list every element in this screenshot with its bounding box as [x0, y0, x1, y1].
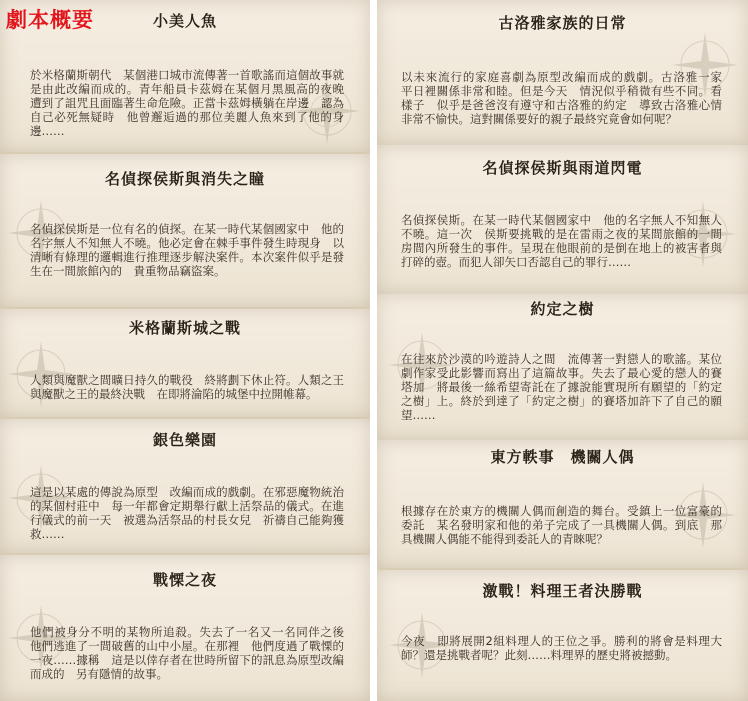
synopsis-card[interactable]	[0, 0, 370, 152]
synopsis-title: 銀色樂園	[152, 431, 217, 449]
synopsis-title: 古洛雅家族的日常	[498, 14, 627, 32]
synopsis-card[interactable]	[0, 419, 370, 553]
synopsis-title: 米格蘭斯城之戰	[128, 319, 241, 337]
synopsis-card[interactable]	[377, 570, 748, 701]
synopsis-description: 他們被身分不明的某物所追殺。失去了一名又一名同伴之後 他們逃進了一間破舊的山中小屋。在那裡 他們度過了戰慄的一夜……據稱 這是以倖存者在世時所留下的訊息為原型改編而成的 另有隱情的故事。	[30, 625, 356, 681]
synopsis-description: 根據存在於東方的機關人偶而創造的舞台。受鎮上一位富豪的委託 某名發明家和他的弟子完成了一具機關人偶。到底 那具機關人偶能不能得到委託人的青睞呢？	[401, 504, 722, 546]
synopsis-description: 名偵探侯斯是一位有名的偵探。在某一時代某個國家中 他的名字無人不知無人不曉。他必定會在棘手事件發生時現身 以清晰有條理的邏輯進行推理逐步解決案件。本次案件似乎是發生在一間旅館內的 貴重物品竊盜案。	[30, 222, 344, 278]
synopsis-title: 激戰！料理王者決勝戰	[482, 582, 643, 600]
synopsis-title: 名偵探侯斯與消失之瞳	[104, 170, 265, 188]
synopsis-card[interactable]	[0, 154, 370, 307]
synopsis-description: 以未來流行的家庭喜劇為原型改編而成的戲劇。古洛雅一家 平日裡關係非常和睦。但是今天 情況似乎稍微有些不同。看樣子 似乎是爸爸沒有遵守和古洛雅的約定 導致古洛雅心情非常不愉快。這對關係要好的親子最終究竟會如何呢？	[401, 70, 734, 126]
synopsis-card[interactable]	[377, 440, 748, 568]
synopsis-description: 名偵探侯斯。在某一時代某個國家中 他的名字無人不知無人不曉。這一次 侯斯要挑戰的是在雷雨之夜的某間旅館的一間房間內所發生的事件。呈現在他眼前的是倒在地上的被害者與打碎的壺。而犯人卻矢口否認自己的罪行……	[401, 213, 722, 269]
synopsis-card[interactable]	[0, 309, 370, 417]
synopsis-card[interactable]	[377, 294, 748, 440]
synopsis-title: 約定之樹	[530, 300, 595, 318]
synopsis-card[interactable]	[377, 0, 748, 145]
synopsis-card[interactable]	[377, 145, 748, 294]
synopsis-description: 人類與魔獸之間曠日持久的戰役 終將劃下休止符。人類之王與魔獸之王的最終決戰 在即將淪陷的城堡中拉開帷幕。	[30, 373, 344, 401]
synopsis-description: 於米格蘭斯朝代 某個港口城市流傳著一首歌謠而這個故事就是由此改編而成的。青年船員卡茲姆在某個月黑風高的夜晚 遭到了詛咒且面臨著生命危險。正當卡茲姆橫躺在岸邊 認為自己必死無疑時 他曾邂逅過的那位美麗人魚來到了他的身邊……	[30, 68, 356, 138]
synopsis-title: 東方軼事 機關人偶	[490, 448, 635, 466]
synopsis-title: 戰慄之夜	[152, 571, 217, 589]
synopsis-title: 小美人魚	[152, 12, 217, 30]
synopsis-description: 今夜 即將展開2組料理人的王位之爭。勝利的將會是料理大師？還是挑戰者呢？此刻……料理界的歷史將被撼動。	[401, 634, 722, 662]
synopsis-title: 名偵探侯斯與雨道閃電	[482, 159, 643, 177]
left-column	[0, 0, 370, 701]
synopsis-description: 在往來於沙漠的吟遊詩人之間 流傳著一對戀人的歌謠。某位劇作家受此影響而寫出了這篇故事。失去了最心愛的戀人的賽塔加 將最後一絲希望寄託在了據說能實現所有願望的「約定之樹」上。終於到達了「約定之樹」的賽塔加許下了自己的願望……	[401, 352, 722, 422]
synopsis-description: 這是以某處的傳說為原型 改編而成的戲劇。在邪惡魔物統治的某個村莊中 每一年都會定期舉行獻上活祭品的儀式。在進行儀式的前一天 被選為活祭品的村長女兒 祈禱自己能夠獲救……	[30, 485, 344, 541]
page-title: 劇本概要	[6, 8, 94, 32]
synopsis-card[interactable]	[0, 555, 370, 701]
right-column	[377, 0, 748, 701]
